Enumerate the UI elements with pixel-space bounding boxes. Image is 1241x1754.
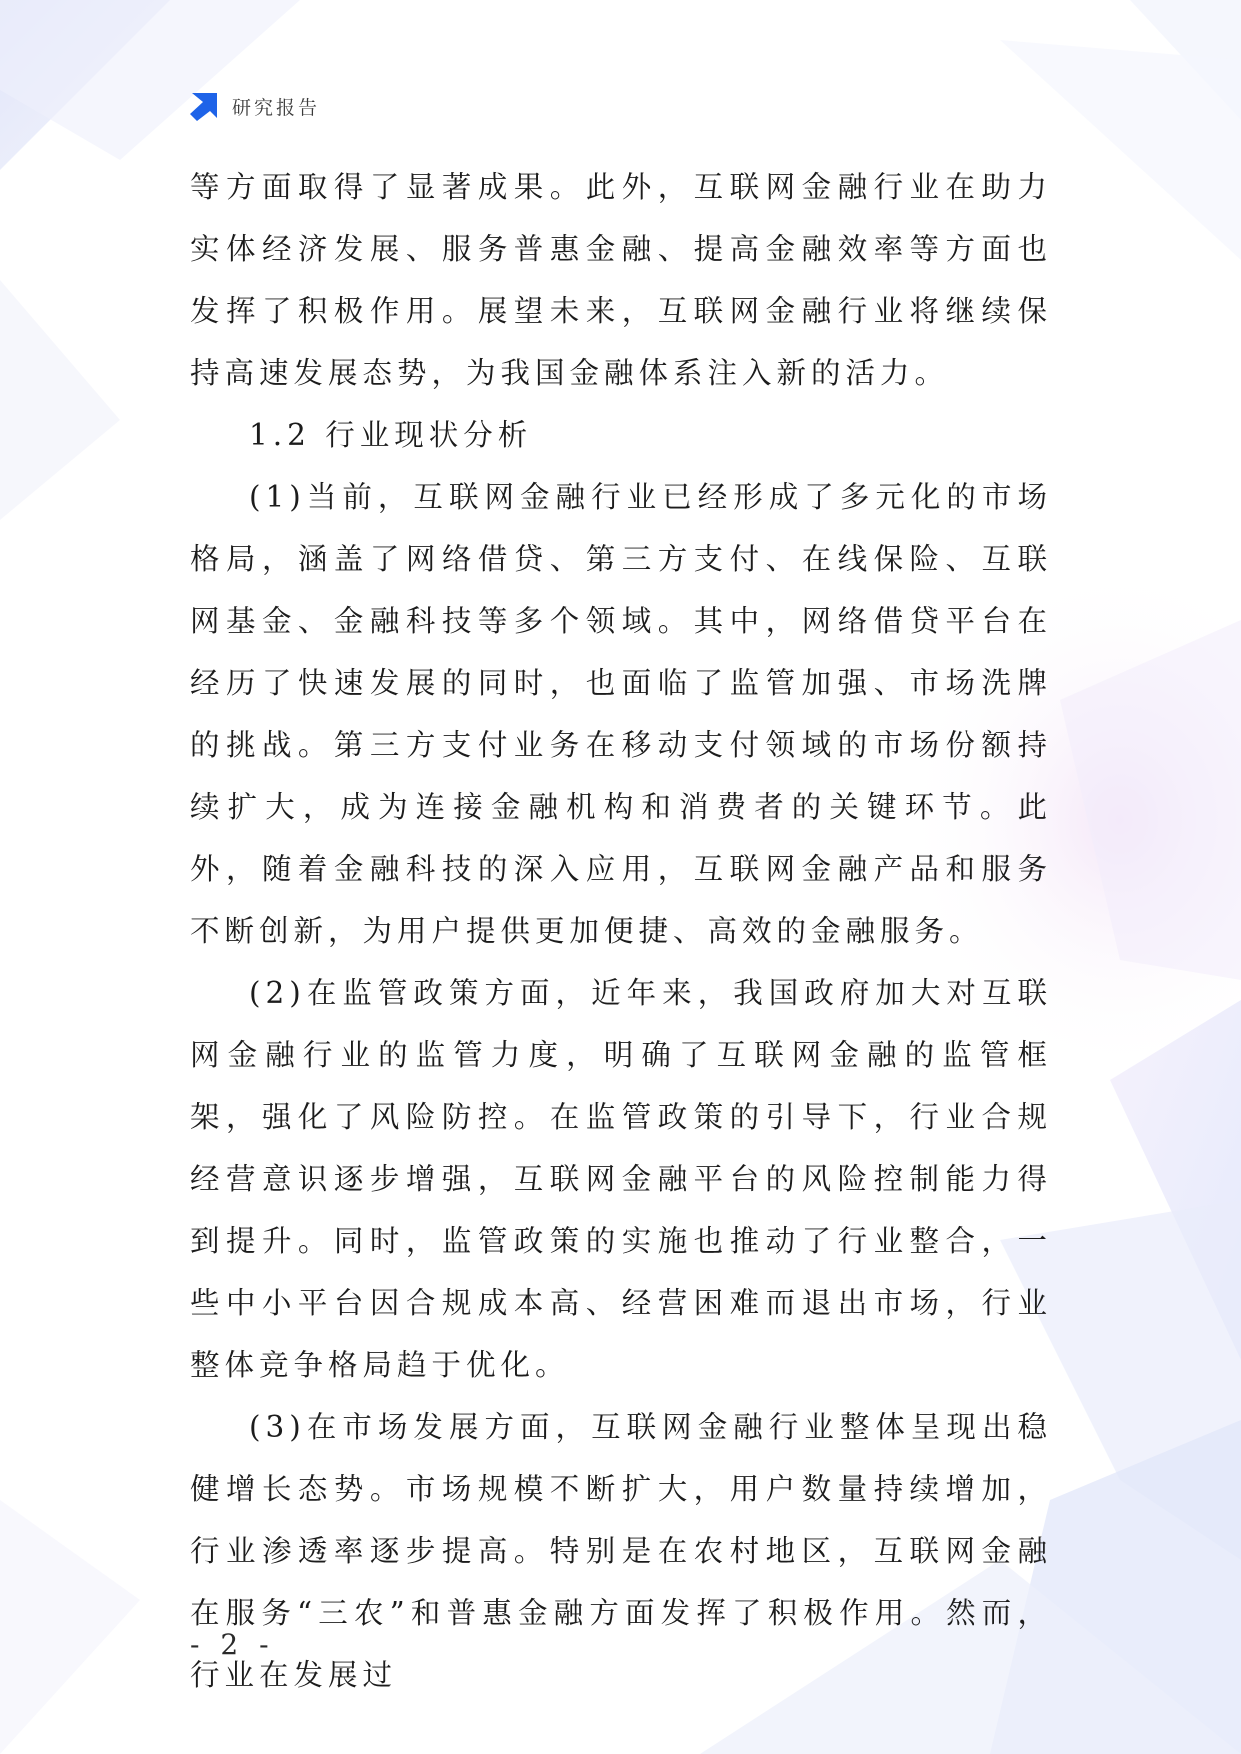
paragraph-continued: 等方面取得了显著成果。此外，互联网金融行业在助力实体经济发展、服务普惠金融、提高金融效率等方面也发挥了积极作用。展望未来，互联网金融行业将继续保持高速发展态势，为我国金融体系注入新的活力。	[190, 170, 1052, 390]
paragraph-regulatory-policy: (2)在监管政策方面，近年来，我国政府加大对互联网金融行业的监管力度，明确了互联网金融的监管框架，强化了风险防控。在监管政策的引导下，行业合规经营意识逐步增强，互联网金融平台的风险控制能力得到提升。同时，监管政策的实施也推动了行业整合，一些中小平台因合规成本高、经营困难而退出市场，行业整体竞争格局趋于优化。	[190, 976, 1052, 1382]
arrow-up-right-icon	[188, 90, 220, 122]
document-body	[190, 156, 1052, 1706]
header-title: 研究报告	[232, 96, 321, 119]
page-number: - 2 -	[190, 1628, 275, 1661]
paragraph-current-status: (1)当前，互联网金融行业已经形成了多元化的市场格局，涵盖了网络借贷、第三方支付、在线保险、互联网基金、金融科技等多个领域。其中，网络借贷平台在经历了快速发展的同时，也面临了监管加强、市场洗牌的挑战。第三方支付业务在移动支付领域的市场份额持续扩大，成为连接金融机构和消费者的关键环节。此外，随着金融科技的深入应用，互联网金融产品和服务不断创新，为用户提供更加便捷、高效的金融服务。	[190, 480, 1052, 948]
paragraph-market-development: (3)在市场发展方面，互联网金融行业整体呈现出稳健增长态势。市场规模不断扩大，用户数量持续增加，行业渗透率逐步提高。特别是在农村地区，互联网金融在服务“三农”和普惠金融方面发挥了积极作用。然而，行业在发展过	[190, 1410, 1052, 1692]
document-header	[188, 90, 320, 122]
section-heading: 1.2 行业现状分析	[249, 418, 533, 452]
